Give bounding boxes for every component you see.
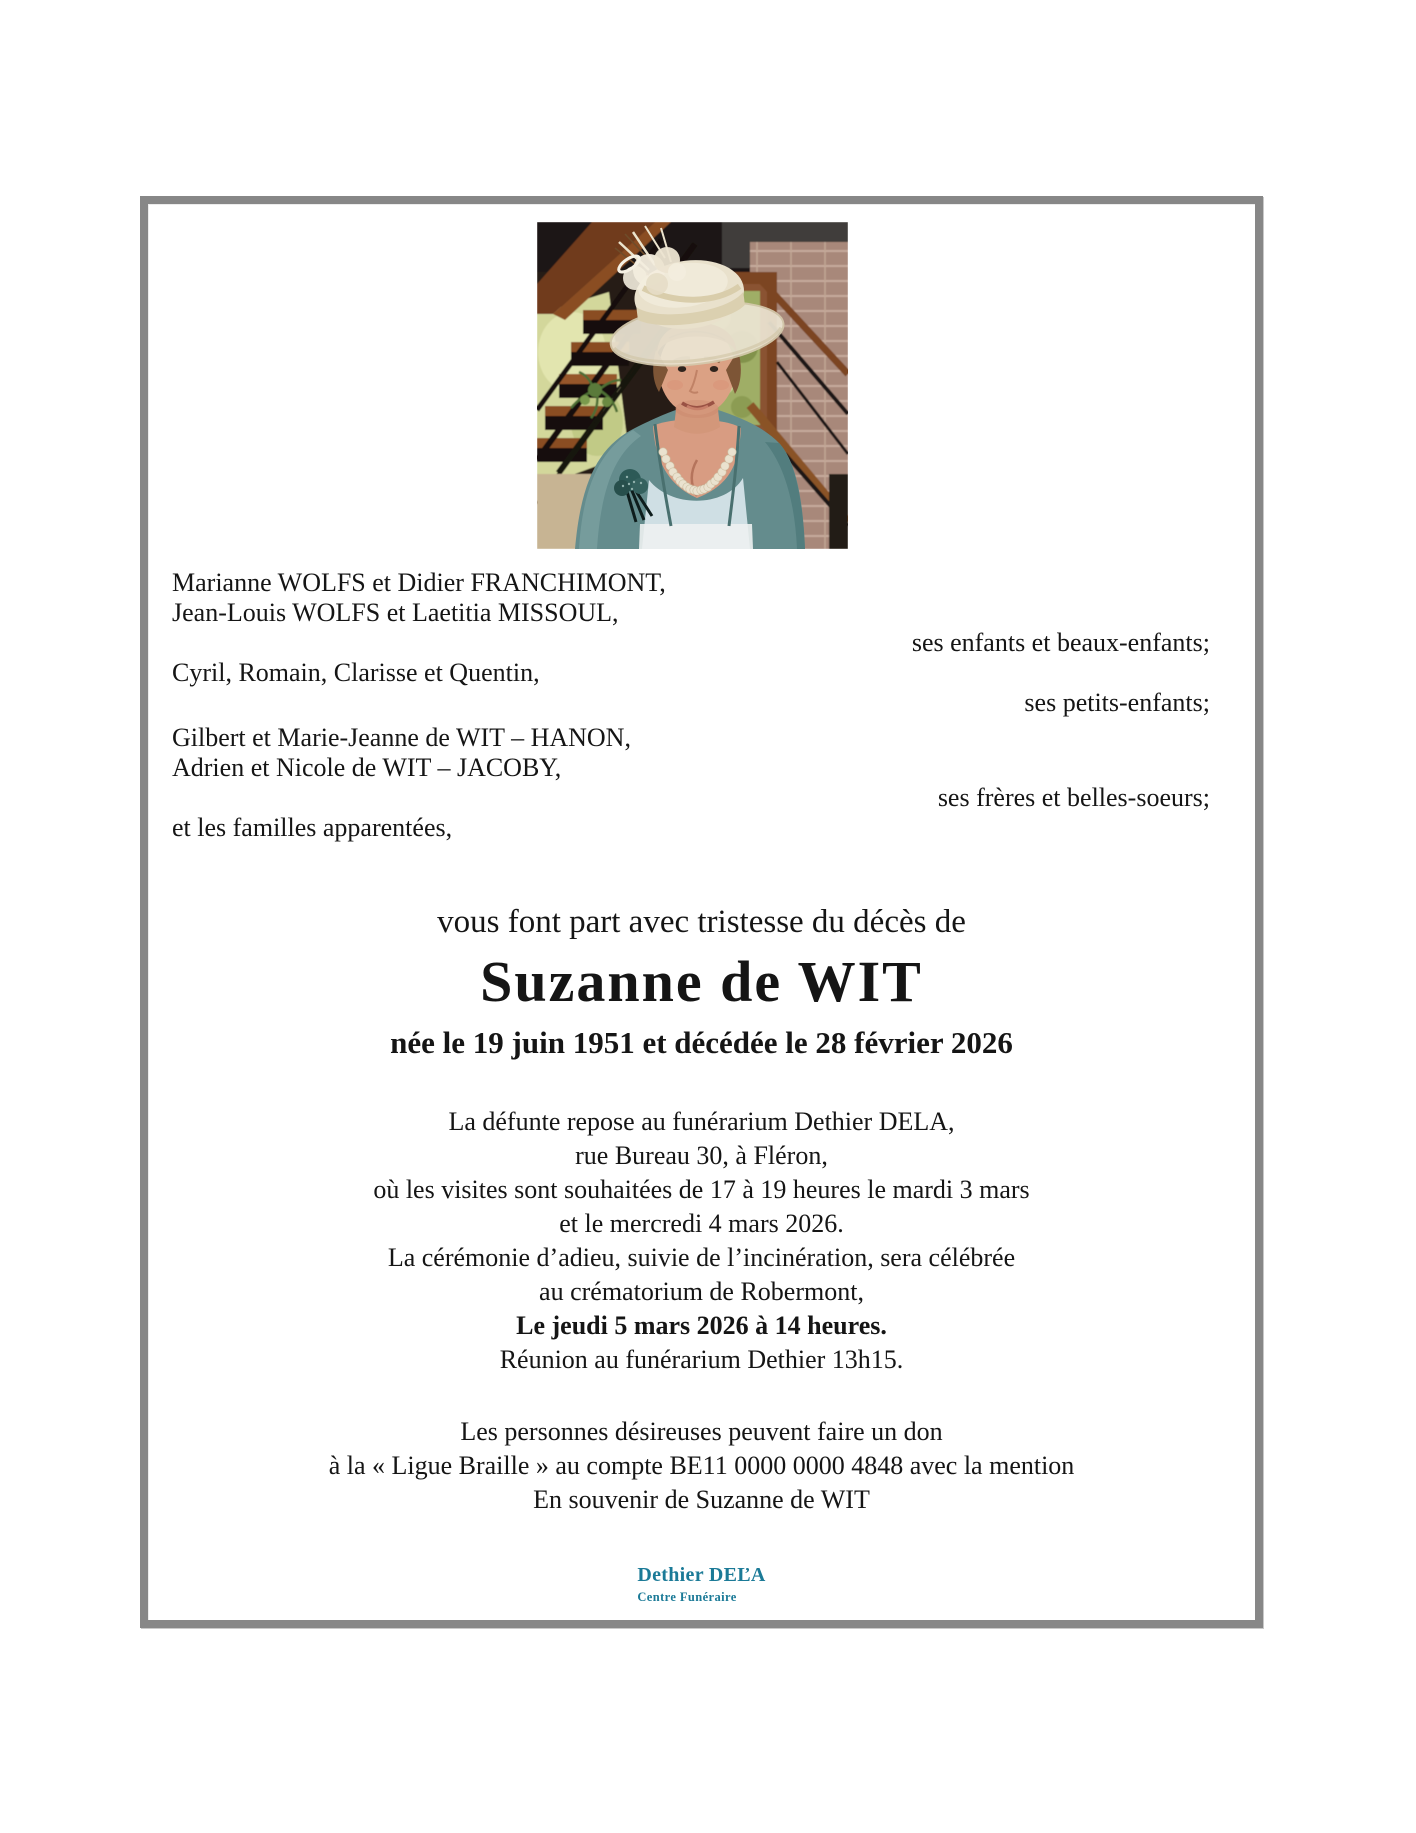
relation-line: ses frères et belles-soeurs; xyxy=(937,783,1210,812)
family-line: Cyril, Romain, Clarisse et Quentin, xyxy=(172,658,540,687)
announcement-card-frame xyxy=(140,196,1263,1628)
relation-line: ses petits-enfants; xyxy=(1024,688,1210,717)
family-line: Adrien et Nicole de WIT – JACOBY, xyxy=(172,753,562,782)
logo-subtitle: Centre Funéraire xyxy=(637,1590,737,1604)
announcement-intro: vous font part avec tristesse du décès de xyxy=(437,904,966,940)
family-line: Gilbert et Marie-Jeanne de WIT – HANON, xyxy=(172,723,631,752)
details-line: Réunion au funérarium Dethier 13h15. xyxy=(499,1345,904,1374)
donation-line: En souvenir de Suzanne de WIT xyxy=(533,1485,870,1514)
deceased-name: Suzanne de WIT xyxy=(480,949,923,1014)
details-line: rue Bureau 30, à Fléron, xyxy=(575,1141,828,1170)
family-names-block xyxy=(172,568,1210,843)
donation-line: à la « Ligue Braille » au compte BE11 0000 0000 4848 avec la mention xyxy=(328,1451,1075,1480)
relation-line: ses enfants et beaux-enfants; xyxy=(911,628,1210,657)
details-line: La cérémonie d’adieu, suivie de l’incinération, sera célébrée xyxy=(387,1243,1016,1272)
birth-death-dates: née le 19 juin 1951 et décédée le 28 février 2026 xyxy=(390,1025,1013,1060)
donation-line: Les personnes désireuses peuvent faire un don xyxy=(460,1417,943,1446)
family-line: Marianne WOLFS et Didier FRANCHIMONT, xyxy=(172,568,666,597)
ceremony-details-block xyxy=(148,1105,1255,1377)
ceremony-datetime-line: Le jeudi 5 mars 2026 à 14 heures. xyxy=(516,1311,887,1340)
funeral-home-logo xyxy=(148,1562,1255,1606)
logo-text-group xyxy=(637,1562,765,1605)
family-line: Jean-Louis WOLFS et Laetitia MISSOUL, xyxy=(172,598,619,627)
details-line: La défunte repose au funérarium Dethier DELA, xyxy=(448,1107,955,1136)
donation-block xyxy=(148,1415,1255,1517)
family-line: et les familles apparentées, xyxy=(172,813,453,842)
details-line: et le mercredi 4 mars 2026. xyxy=(559,1209,844,1238)
portrait-photo xyxy=(537,222,848,549)
portrait-photo-illustration xyxy=(537,222,848,549)
logo-brand-name: Dethier DEĽA xyxy=(637,1564,766,1586)
details-line: au crématorium de Robermont, xyxy=(539,1277,864,1306)
details-line: où les visites sont souhaitées de 17 à 19 heures le mardi 3 mars xyxy=(373,1175,1030,1204)
